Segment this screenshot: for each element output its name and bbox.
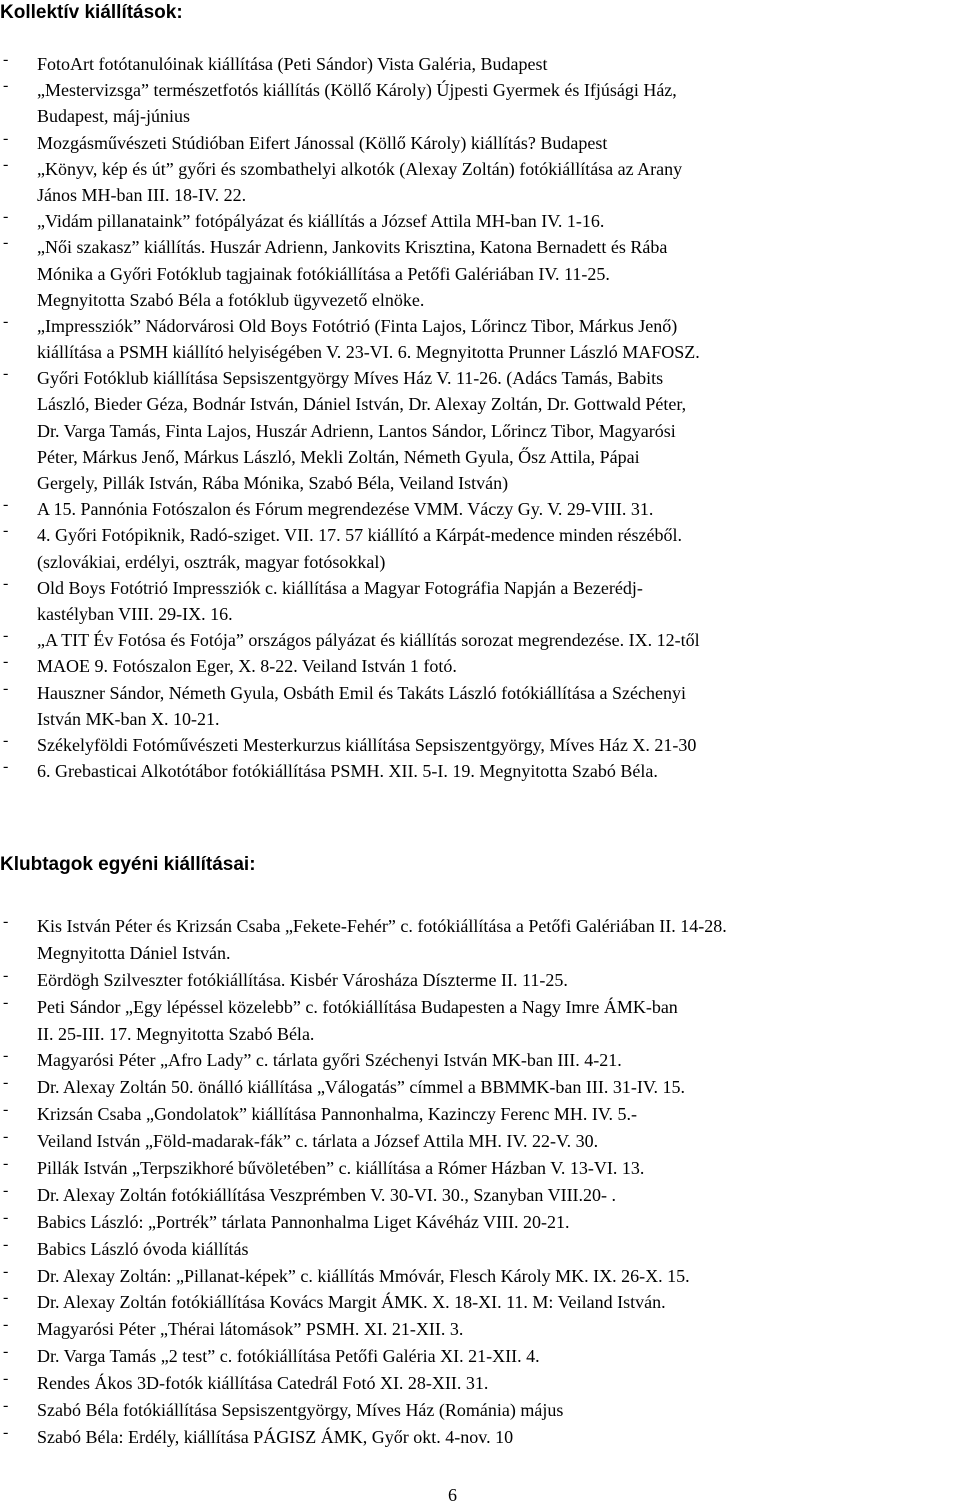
list-item-text-line: Budapest, máj-június <box>37 106 190 127</box>
list-item <box>0 1101 960 1128</box>
list-item-text-line: Kis István Péter és Krizsán Csaba „Fekete-Fehér” c. fotókiállítása a Petőfi Galériában II. 14-28. <box>37 916 727 936</box>
list-item-text-line: kastélyban VIII. 29-IX. 16. <box>37 603 233 624</box>
section-heading-collective: Kollektív kiállítások: <box>0 2 183 23</box>
bullet-dash: - <box>3 496 9 514</box>
list-item <box>0 627 960 653</box>
list-item <box>0 575 960 627</box>
bullet-dash: - <box>3 1343 9 1361</box>
list-item-text-line: Mozgásművészeti Stúdióban Eifert Jánossal (Köllő Károly) kiállítás? Budapest <box>37 132 608 153</box>
bullet-dash: - <box>3 1101 9 1119</box>
list-item <box>0 1370 960 1397</box>
list-item <box>0 913 960 967</box>
list-item-text-line: István MK-ban X. 10-21. <box>37 708 220 729</box>
list-item-text-line: Szabó Béla fotókiállítása Sepsiszentgyörgy, Míves Ház (Románia) május <box>37 1400 564 1421</box>
bullet-dash: - <box>3 1208 9 1226</box>
bullet-dash: - <box>3 522 9 540</box>
list-item <box>0 653 960 679</box>
bullet-dash: - <box>3 574 9 592</box>
list-item-text-line: Babics László óvoda kiállítás <box>37 1238 249 1259</box>
list-item <box>0 1047 960 1074</box>
list-item <box>0 1236 960 1263</box>
list-item-text-line: János MH-ban III. 18-IV. 22. <box>37 184 247 205</box>
list-item <box>0 51 960 77</box>
list-item-text-line: Mónika a Győri Fotóklub tagjainak fotókiállítása a Petőfi Galériában IV. 11-25. <box>37 263 610 284</box>
bullet-dash: - <box>3 966 9 984</box>
list-item-text-line: Veiland István „Föld-madarak-fák” c. tárlata a József Attila MH. IV. 22-V. 30. <box>37 1131 599 1152</box>
list-item <box>0 1343 960 1370</box>
bullet-dash: - <box>3 1262 9 1280</box>
list-item <box>0 1155 960 1182</box>
list-item <box>0 1316 960 1343</box>
list-item-text-line: Magyarósi Péter „Afro Lady” c. tárlata győri Széchenyi István MK-ban III. 4-21. <box>37 1050 622 1071</box>
bullet-dash: - <box>3 312 9 330</box>
list-item-text-line: Pillák István „Terpszikhoré bűvöletében” c. kiállítása a Rómer Házban V. 13-VI. 13. <box>37 1158 645 1179</box>
bullet-dash: - <box>3 731 9 749</box>
list-item-text-line: Rendes Ákos 3D-fotók kiállítása Catedrál Fotó XI. 28-XII. 31. <box>37 1373 489 1394</box>
bullet-dash: - <box>3 1074 9 1092</box>
list-item-text-line: Dr. Alexay Zoltán 50. önálló kiállítása „Válogatás” címmel a BBMMK-ban III. 31-IV. 15. <box>37 1077 686 1098</box>
bullet-dash: - <box>3 129 9 147</box>
list-item-text-line: FotoArt fotótanulóinak kiállítása (Peti Sándor) Vista Galéria, Budapest <box>37 54 548 74</box>
list-item-text-line: Megnyitotta Szabó Béla a fotóklub ügyvezető elnöke. <box>37 289 425 310</box>
list-item-text-line: Hauszner Sándor, Németh Gyula, Osbáth Emil és Takáts László fotókiállítása a Széchenyi <box>37 682 687 703</box>
bullet-dash: - <box>3 1155 9 1173</box>
bullet-dash: - <box>3 234 9 252</box>
list-item <box>0 1263 960 1290</box>
list-item-text-line: Peti Sándor „Egy lépéssel közelebb” c. fotókiállítása Budapesten a Nagy Imre ÁMK-ban <box>37 996 678 1017</box>
list-item <box>0 1397 960 1424</box>
bullet-dash: - <box>3 1235 9 1253</box>
list-item-text-line: A 15. Pannónia Fotószalon és Fórum megrendezése VMM. Váczy Gy. V. 29-VIII. 31. <box>37 499 654 520</box>
bullet-dash: - <box>3 913 9 930</box>
bullet-dash: - <box>3 653 9 671</box>
list-item <box>0 496 960 522</box>
list-item-text-line: Dr. Alexay Zoltán fotókiállítása Kovács Margit ÁMK. X. 18-XI. 11. M: Veiland István. <box>37 1292 666 1313</box>
bullet-dash: - <box>3 1181 9 1199</box>
bullet-dash: - <box>3 1316 9 1334</box>
list-item-text-line: „Női szakasz” kiállítás. Huszár Adrienn, Jankovits Krisztina, Katona Bernadett és Rába <box>37 237 668 258</box>
list-item <box>0 130 960 156</box>
list-item-text-line: „Vidám pillanataink” fotópályázat és kiállítás a József Attila MH-ban IV. 1-16. <box>37 211 605 232</box>
list-item-text-line: „A TIT Év Fotósa és Fotója” országos pályázat és kiállítás sorozat megrendezése. IX. 12-től <box>37 630 700 651</box>
list-item <box>0 208 960 234</box>
list-item <box>0 1182 960 1209</box>
list-item <box>0 1289 960 1316</box>
list-item <box>0 1074 960 1101</box>
bullet-dash: - <box>3 365 9 383</box>
list-item-text-line: Péter, Márkus Jenő, Márkus László, Mekli Zoltán, Németh Gyula, Ősz Attila, Pápai <box>37 446 640 467</box>
list-item-text-line: Szabó Béla: Erdély, kiállítása PÁGISZ ÁMK, Győr okt. 4-nov. 10 <box>37 1426 514 1447</box>
page-number: 6 <box>448 1485 457 1505</box>
collective-exhibitions-list <box>0 51 960 784</box>
individual-exhibitions-list <box>0 913 960 1451</box>
bullet-dash: - <box>3 758 9 776</box>
bullet-dash: - <box>3 1047 9 1065</box>
bullet-dash: - <box>3 1128 9 1146</box>
list-item-text-line: II. 25-III. 17. Megnyitotta Szabó Béla. <box>37 1023 315 1044</box>
list-item-text-line: „Impressziók” Nádorvárosi Old Boys Fotótrió (Finta Lajos, Lőrincz Tibor, Márkus Jenő) <box>37 315 678 336</box>
bullet-dash: - <box>3 627 9 645</box>
bullet-dash: - <box>3 1289 9 1307</box>
list-item-text-line: kiállítása a PSMH kiállító helyiségében V. 23-VI. 6. Megnyitotta Prunner László MAFOSZ. <box>37 342 700 363</box>
list-item-text-line: „Mestervizsga” természetfotós kiállítás (Köllő Károly) Újpesti Gyermek és Ifjúsági Ház, <box>37 80 677 101</box>
list-item <box>0 680 960 732</box>
list-item <box>0 994 960 1048</box>
list-item-text-line: Babics László: „Portrék” tárlata Pannonhalma Liget Kávéház VIII. 20-21. <box>37 1211 570 1232</box>
list-item <box>0 234 960 313</box>
list-item-text-line: Eördögh Szilveszter fotókiállítása. Kisbér Városháza Díszterme II. 11-25. <box>37 969 568 990</box>
list-item <box>0 1424 960 1451</box>
list-item-text-line: MAOE 9. Fotószalon Eger, X. 8-22. Veiland István 1 fotó. <box>37 656 457 677</box>
list-item-text-line: László, Bieder Géza, Bodnár István, Dániel István, Dr. Alexay Zoltán, Dr. Gottwald Péter, <box>37 394 687 415</box>
list-item-text-line: Old Boys Fotótrió Impressziók c. kiállítása a Magyar Fotográfia Napján a Bezerédj- <box>37 577 643 598</box>
list-item-text-line: Győri Fotóklub kiállítása Sepsiszentgyörgy Míves Ház V. 11-26. (Adács Tamás, Babits <box>37 368 664 389</box>
list-item <box>0 77 960 129</box>
list-item-text-line: „Könyv, kép és út” győri és szombathelyi alkotók (Alexay Zoltán) fotókiállítása az Arany <box>37 158 683 179</box>
bullet-dash: - <box>3 993 9 1011</box>
list-item-text-line: (szlovákiai, erdélyi, osztrák, magyar fotósokkal) <box>37 551 386 572</box>
section-heading-individual: Klubtagok egyéni kiállításai: <box>0 854 256 875</box>
bullet-dash: - <box>3 208 9 226</box>
list-item <box>0 967 960 994</box>
list-item <box>0 1128 960 1155</box>
bullet-dash: - <box>3 1370 9 1388</box>
list-item <box>0 156 960 208</box>
list-item <box>0 313 960 365</box>
bullet-dash: - <box>3 1397 9 1415</box>
bullet-dash: - <box>3 51 9 68</box>
list-item <box>0 732 960 758</box>
list-item-text-line: Gergely, Pillák István, Rába Mónika, Szabó Béla, Veiland István) <box>37 473 509 493</box>
list-item-text-line: Székelyföldi Fotóművészeti Mesterkurzus kiállítása Sepsiszentgyörgy, Míves Ház X. 21-30 <box>37 734 697 755</box>
bullet-dash: - <box>3 1423 9 1441</box>
list-item-text-line: 4. Győri Fotópiknik, Radó-sziget. VII. 17. 57 kiállító a Kárpát-medence minden részéből. <box>37 525 683 546</box>
list-item-text-line: Dr. Varga Tamás, Finta Lajos, Huszár Adrienn, Lantos Sándor, Lőrincz Tibor, Magyarósi <box>37 420 676 441</box>
list-item-text-line: Magyarósi Péter „Thérai látomások” PSMH. XI. 21-XII. 3. <box>37 1319 464 1340</box>
list-item-text-line: Dr. Varga Tamás „2 test” c. fotókiállítása Petőfi Galéria XI. 21-XII. 4. <box>37 1346 540 1367</box>
list-item <box>0 758 960 784</box>
list-item-text-line: Dr. Alexay Zoltán fotókiállítása Veszprémben V. 30-VI. 30., Szanyban VIII.20- . <box>37 1184 617 1205</box>
list-item-text-line: Krizsán Csaba „Gondolatok” kiállítása Pannonhalma, Kazinczy Ferenc MH. IV. 5.- <box>37 1104 637 1125</box>
bullet-dash: - <box>3 77 9 95</box>
list-item <box>0 1209 960 1236</box>
list-item <box>0 522 960 574</box>
list-item-text-line: Megnyitotta Dániel István. <box>37 942 231 963</box>
list-item <box>0 365 960 496</box>
bullet-dash: - <box>3 679 9 697</box>
list-item-text-line: 6. Grebasticai Alkotótábor fotókiállítása PSMH. XII. 5-I. 19. Megnyitotta Szabó Béla. <box>37 761 658 782</box>
list-item-text-line: Dr. Alexay Zoltán: „Pillanat-képek” c. kiállítás Mmóvár, Flesch Károly MK. IX. 26-X. 15. <box>37 1265 690 1286</box>
bullet-dash: - <box>3 155 9 173</box>
